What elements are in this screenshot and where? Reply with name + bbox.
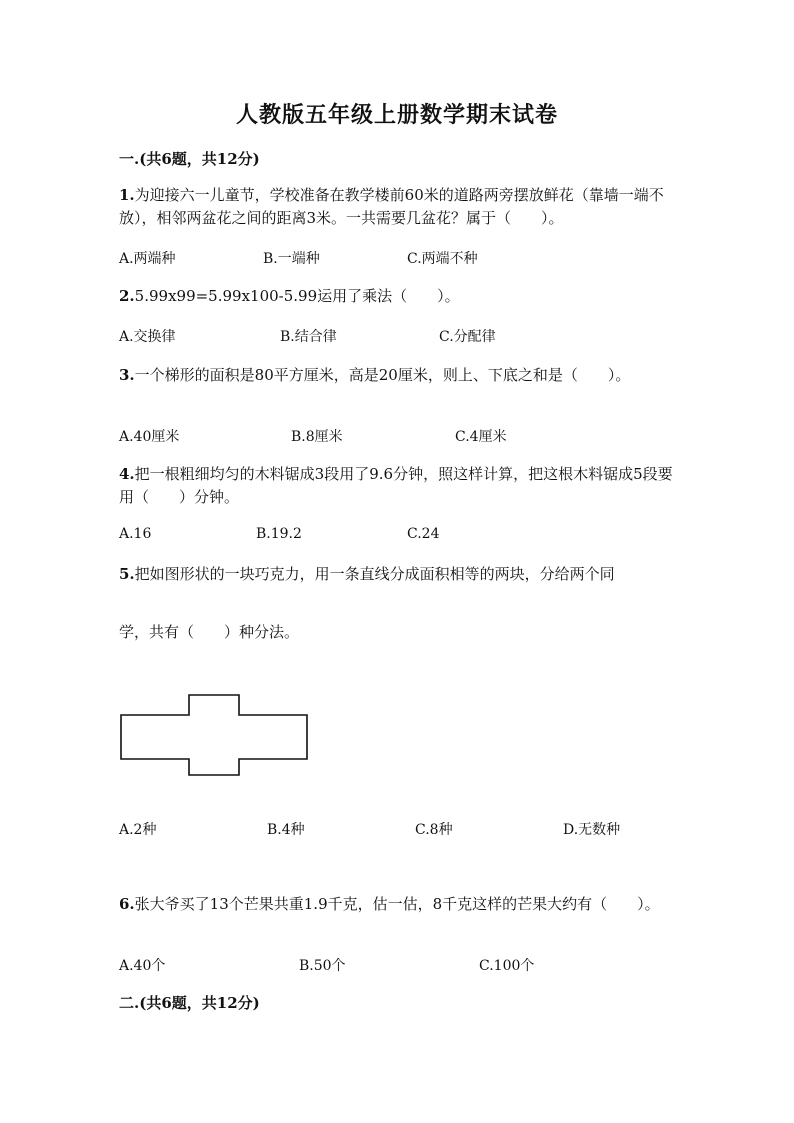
option-a[interactable]: A.16: [119, 526, 152, 542]
question-5-continued: [119, 621, 679, 644]
option-b[interactable]: B.4种: [267, 822, 305, 838]
options-1: [119, 248, 679, 268]
question-number: 3.: [119, 366, 135, 384]
question-number: 5.: [119, 565, 135, 583]
question-number: 4.: [119, 465, 135, 483]
question-5: [119, 563, 679, 586]
question-4: [119, 463, 679, 509]
question-6: [119, 893, 679, 916]
options-4: [119, 526, 679, 546]
question-number: 1.: [119, 186, 135, 204]
question-3: [119, 364, 679, 387]
option-c[interactable]: C.4厘米: [455, 429, 507, 445]
options-2: [119, 326, 679, 346]
question-number: 6.: [119, 895, 135, 913]
option-a[interactable]: A.2种: [119, 822, 157, 838]
question-text: 一个梯形的面积是80平方厘米，高是20厘米，则上、下底之和是（ ）。: [134, 366, 631, 384]
option-a[interactable]: A.交换律: [119, 329, 176, 345]
option-b[interactable]: B.50个: [299, 958, 346, 974]
option-c[interactable]: C.100个: [479, 958, 535, 974]
question-text: 张大爷买了13个芒果共重1.9千克，估一估，8千克这样的芒果大约有（ ）。: [134, 895, 660, 913]
option-a[interactable]: A.两端种: [119, 251, 176, 267]
option-b[interactable]: B.结合律: [280, 329, 337, 345]
option-c[interactable]: C.8种: [415, 822, 453, 838]
question-text-line-1: 把如图形状的一块巧克力，用一条直线分成面积相等的两块，分给两个同: [134, 565, 615, 583]
question-text-line-2: 学，共有（ ）种分法。: [119, 623, 300, 641]
section-heading-2: 二.(共6题，共12分): [119, 994, 260, 1012]
question-1: [119, 184, 679, 230]
option-d[interactable]: D.无数种: [563, 822, 621, 838]
question-number: 2.: [119, 287, 135, 305]
question-text: 5.99x99=5.99x100-5.99运用了乘法（ ）。: [134, 287, 460, 305]
option-c[interactable]: C.24: [407, 526, 440, 542]
option-c[interactable]: C.两端不种: [407, 251, 478, 267]
question-text: 为迎接六一儿童节，学校准备在教学楼前60米的道路两旁摆放鲜花（靠墙一端不放），相邻两盆花之间的距离3米。一共需要几盆花？属于（ ）。: [119, 186, 664, 227]
page-title: 人教版五年级上册数学期末试卷: [235, 102, 558, 128]
question-2: [119, 285, 679, 308]
option-c[interactable]: C.分配律: [439, 329, 496, 345]
section-heading-1: 一.(共6题，共12分): [119, 150, 260, 168]
option-a[interactable]: A.40厘米: [119, 429, 180, 445]
option-b[interactable]: B.8厘米: [291, 429, 343, 445]
option-b[interactable]: B.一端种: [263, 251, 320, 267]
options-6: [119, 955, 679, 975]
option-b[interactable]: B.19.2: [256, 526, 302, 542]
option-a[interactable]: A.40个: [119, 958, 166, 974]
question-text: 把一根粗细均匀的木料锯成3段用了9.6分钟，照这样计算，把这根木料锯成5段要用（ ）分钟。: [119, 465, 673, 506]
options-5: [119, 819, 679, 839]
options-3: [119, 426, 679, 446]
cross-shape-figure-icon: [119, 693, 309, 783]
